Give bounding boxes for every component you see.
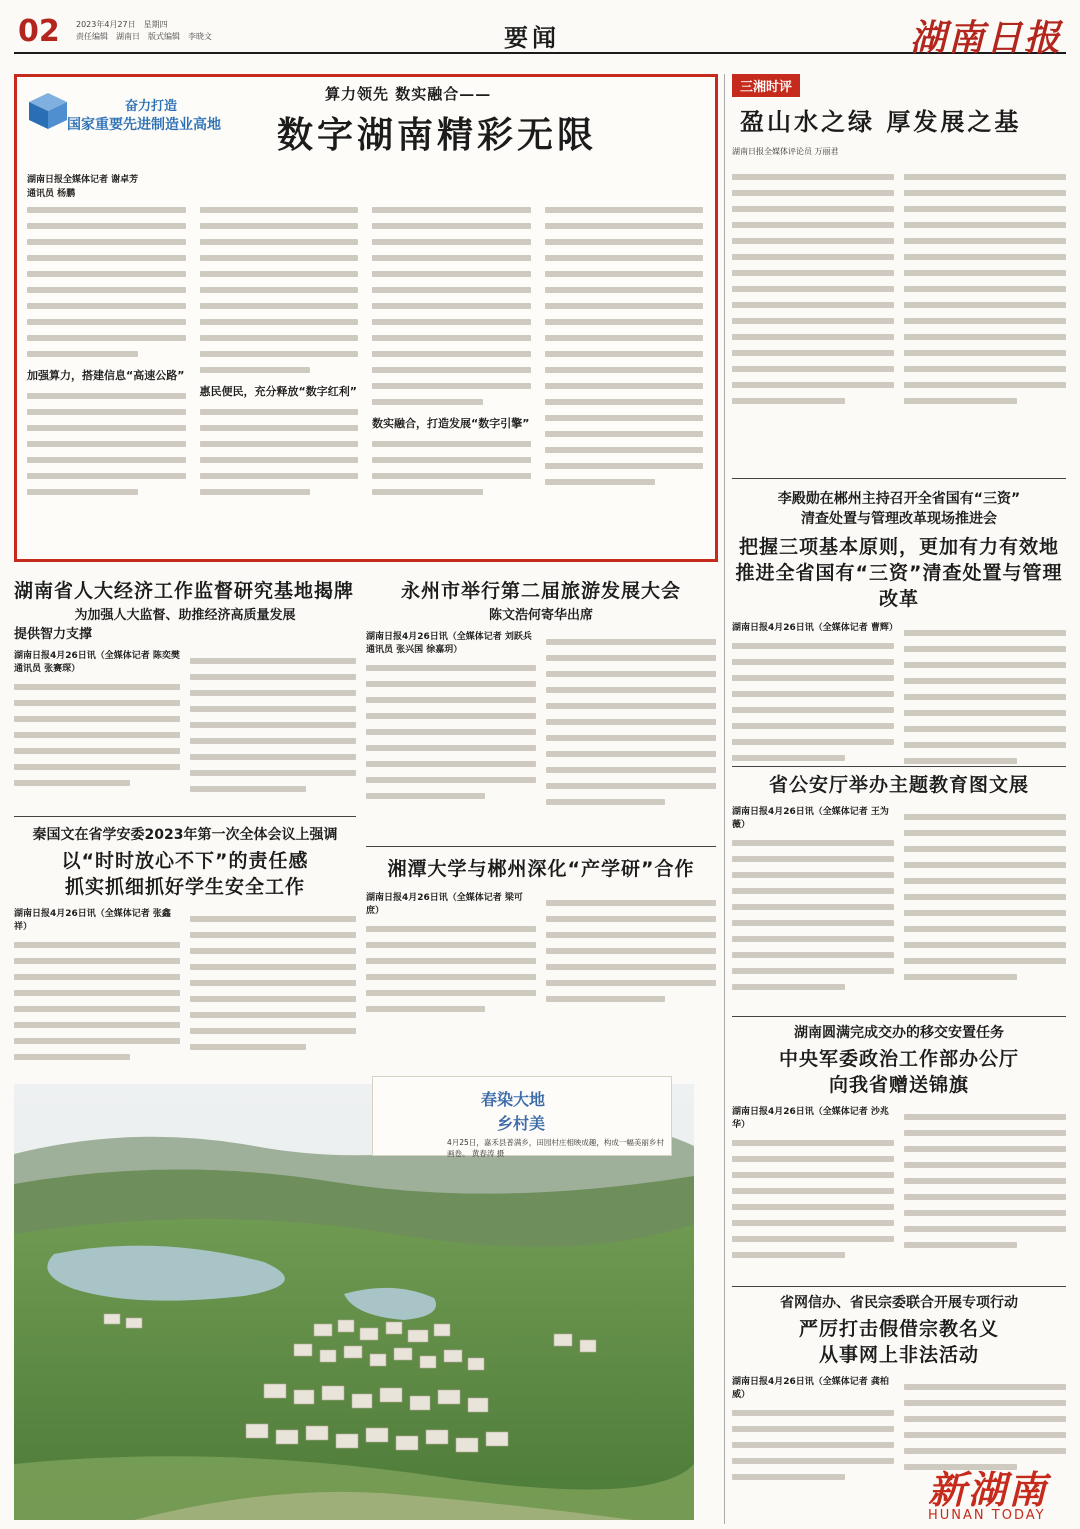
article-column-1 (732, 804, 894, 1000)
article-religion (732, 1292, 1066, 1462)
brand-logo (928, 1459, 1068, 1521)
feature-title: 数字湖南精彩无限 (277, 115, 598, 156)
article-headline-2: 从事网上非法活动 (818, 1344, 979, 1366)
article-headline: 省公安厅举办主题教育图文展 (768, 774, 1029, 796)
campaign-line-2: 国家重要先进制造业高地 (67, 117, 221, 133)
brand-en: HUNAN TODAY (928, 1508, 1046, 1523)
article-body (732, 804, 1066, 1000)
article-kicker-2: 清查处置与管理改革现场推进会 (801, 511, 997, 527)
article-column-2 (546, 890, 716, 1022)
editor-name-1: 湖南日 (116, 32, 140, 41)
feature-subhead-3: 数实融合，打造发展“数字引擎” (372, 417, 530, 430)
cube-icon (27, 91, 69, 131)
newspaper-logo: 湖南日报 (909, 17, 1062, 59)
section-name: 要闻 (504, 24, 560, 52)
divider (732, 766, 1066, 767)
article-dateline: 湖南日报4月26日讯（全媒体记者 龚柏威） (732, 1377, 889, 1400)
article-column-2 (904, 804, 1066, 1000)
editor-label-2: 版式编辑 (148, 32, 180, 41)
article-subhead: 为加强人大监督、助推经济高质量发展 (74, 608, 296, 623)
divider (732, 478, 1066, 479)
article-column-2 (546, 629, 716, 815)
commentary-column-1 (732, 164, 894, 474)
masthead (14, 10, 1066, 59)
column-divider (724, 74, 725, 1524)
article-column-1 (14, 648, 180, 802)
article-headline: 把握三项基本原则，更加有力有效地 (738, 536, 1059, 558)
feature-column-4 (545, 197, 704, 547)
article-dateline: 湖南日报4月26日讯（全媒体记者 曹辉） (732, 623, 898, 633)
feature-body (27, 197, 703, 547)
article-dateline: 湖南日报4月26日讯（全媒体记者 王为薇） (732, 807, 889, 830)
commentary-column-2 (904, 164, 1066, 474)
article-kicker: 李殿勋在郴州主持召开全省国有“三资” (777, 491, 1021, 507)
article-dateline: 湖南日报4月26日讯（全媒体记者 张鑫祥） (14, 909, 171, 932)
divider (732, 1286, 1066, 1287)
brand-cn: 新湖南 (928, 1467, 1049, 1512)
article-headline: 湘潭大学与郴州深化“产学研”合作 (387, 858, 695, 880)
commentary (732, 74, 1066, 474)
feature-byline-line-1: 湖南日报全媒体记者 谢卓芳 (27, 175, 139, 185)
article-column-1 (14, 906, 180, 1070)
issue-info (76, 19, 220, 43)
feature-column-3 (372, 197, 531, 547)
article-column-2 (190, 906, 356, 1070)
article-column-1 (732, 1374, 894, 1490)
article-headline-2: 向我省赠送锦旗 (828, 1074, 969, 1096)
article-kicker: 湖南圆满完成交办的移交安置任务 (794, 1025, 1004, 1041)
feature-subhead-2: 惠民便民，充分释放“数字红利” (199, 385, 357, 398)
issue-date: 2023年4月27日 (76, 20, 136, 29)
feature-subhead-1: 加强算力，搭建信息“高速公路” (27, 369, 185, 382)
article-column-1 (366, 890, 536, 1022)
commentary-body (732, 164, 1066, 474)
divider (732, 1016, 1066, 1017)
article-headline: 中央军委政治工作部办公厅 (778, 1048, 1019, 1070)
article-body (366, 890, 716, 1022)
article-headline: 以“时时放心不下”的责任感 (61, 850, 309, 872)
article-headline-2: 推进全省国有“三资”清查处置与管理改革 (735, 562, 1063, 610)
editor-label-1: 责任编辑 (76, 32, 108, 41)
article-column-2 (904, 1104, 1066, 1268)
campaign-logo (27, 89, 247, 135)
photo-title-2: 乡村美 (497, 1114, 546, 1133)
article-dateline: 湖南日报4月26日讯（全媒体记者 沙兆华） (732, 1107, 889, 1130)
divider (14, 816, 356, 817)
page-number: 02 (18, 14, 60, 49)
feature-article (14, 74, 718, 562)
article-headline: 严厉打击假借宗教名义 (798, 1318, 999, 1340)
divider (366, 846, 716, 847)
article-column-1 (732, 1104, 894, 1268)
article-body (366, 629, 716, 815)
article-xiangtan-university (366, 856, 716, 1066)
article-column-2 (190, 648, 356, 802)
article-yongzhou-tourism (366, 578, 716, 840)
feature-column-1 (27, 197, 186, 547)
article-assets-reform (732, 488, 1066, 758)
photo-caption (372, 1076, 672, 1156)
article-dateline: 湖南日报4月26日讯（全媒体记者 梁可庶） (366, 893, 523, 916)
article-headline-2: 抓实抓细抓好学生安全工作 (64, 876, 305, 898)
article-subhead-2: 提供智力支撑 (14, 627, 93, 642)
editor-name-2: 李晓文 (188, 32, 212, 41)
article-headline: 永州市举行第二届旅游发展大会 (400, 580, 681, 602)
commentary-byline: 湖南日报全媒体评论员 万丽君 (732, 147, 839, 156)
article-kicker: 秦国文在省学安委2023年第一次全体会议上强调 (32, 827, 338, 843)
article-dateline: 湖南日报4月26日讯（全媒体记者 刘跃兵 通讯员 张兴国 徐嘉玥） (366, 632, 532, 655)
article-kicker: 省网信办、省民宗委联合开展专项行动 (780, 1295, 1018, 1311)
article-resettlement (732, 1022, 1066, 1282)
article-student-safety (14, 824, 356, 1074)
article-body (732, 1104, 1066, 1268)
article-subhead: 陈文浩何寄华出席 (488, 608, 593, 623)
article-headline: 湖南省人大经济工作监督研究基地揭牌 (14, 580, 355, 602)
campaign-line-1: 奋力打造 (125, 99, 178, 114)
article-body (14, 906, 356, 1070)
article-dateline: 湖南日报4月26日讯（全媒体记者 陈奕樊 通讯员 张赛琛） (14, 651, 180, 674)
commentary-tag: 三湘时评 (732, 74, 800, 97)
article-npc-base (14, 578, 356, 816)
article-police-exhibition (732, 772, 1066, 1012)
photo-title-1: 春染大地 (481, 1090, 546, 1109)
feature-kicker: 算力领先 数实融合—— (325, 85, 492, 103)
article-column-2 (904, 620, 1066, 774)
photo-caption-text: 4月25日，嘉禾县普满乡，田园村庄相映成趣，构成一幅美丽乡村画卷。 黄春涛 摄 (447, 1138, 664, 1158)
article-body (14, 648, 356, 802)
article-column-1 (366, 629, 536, 815)
commentary-title: 盈山水之绿 厚发展之基 (740, 107, 1022, 136)
article-column-1 (732, 620, 898, 774)
article-body (732, 620, 1066, 774)
feature-byline-line-2: 通讯员 杨鹏 (27, 189, 76, 199)
issue-weekday: 星期四 (143, 20, 168, 29)
feature-column-2 (200, 197, 359, 547)
